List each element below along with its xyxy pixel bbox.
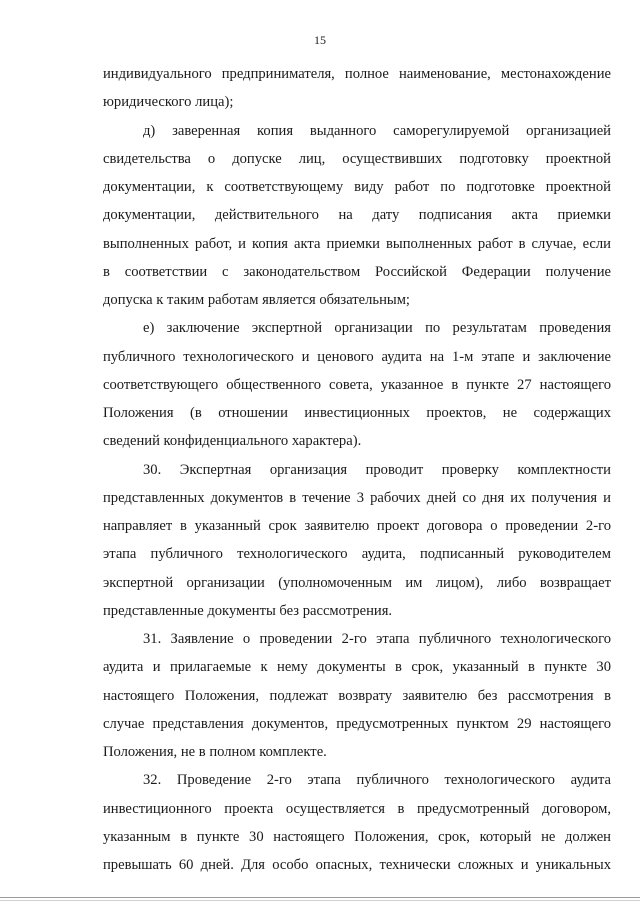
text-line: соответствующего общественного совета, указанное в пункте 27 настоящего [103, 376, 611, 393]
text-line: е) заключение экспертной организации по результатам проведения [143, 320, 611, 337]
text-line: случае представления документов, предусмотренных пунктом 29 настоящего [103, 715, 611, 732]
text-line: 31. Заявление о проведении 2-го этапа публичного технологического [143, 631, 611, 647]
page-bottom-edge [0, 897, 640, 898]
text-line: допуска к таким работам является обязательным; [103, 292, 410, 308]
text-line: свидетельства о допуске лиц, осуществивших подготовку проектной [103, 150, 611, 167]
text-line: аудита и прилагаемые к нему документы в срок, указанный в пункте 30 [103, 659, 611, 676]
text-line: направляет в указанный срок заявителю проект договора о проведении 2-го [103, 518, 611, 534]
text-line: Положения, не в полном комплекте. [103, 744, 327, 760]
page-bottom-edge-shadow [0, 900, 640, 901]
text-line: документации, действительного на дату подписания акта приемки [103, 207, 611, 224]
text-line: экспертной организации (уполномоченным им лицом), либо возвращает [103, 574, 611, 591]
text-line: настоящего Положения, подлежат возврату заявителю без рассмотрения в [103, 687, 611, 704]
text-line: представленные документы без рассмотрения. [103, 602, 393, 619]
text-line: 30. Экспертная организация проводит проверку комплектности [143, 461, 611, 478]
text-line: юридического лица); [103, 94, 234, 111]
text-line: документации, к соответствующему виду работ по подготовке проектной [103, 179, 611, 195]
text-line: д) заверенная копия выданного саморегулируемой организацией [143, 122, 611, 139]
text-line: публичного технологического и ценового аудита на 1-м этапе и заключение [103, 348, 611, 365]
text-line: указанным в пункте 30 настоящего Положения, срок, который не должен [103, 828, 611, 845]
text-line: выполненных работ, и копия акта приемки выполненных работ в случае, если [103, 235, 611, 252]
text-line: 32. Проведение 2-го этапа публичного технологического аудита [143, 772, 611, 789]
text-line: Положения (в отношении инвестиционных проектов, не содержащих [103, 405, 611, 421]
text-line: в соответствии с законодательством Российской Федерации получение [103, 263, 611, 280]
text-line: превышать 60 дней. Для особо опасных, технически сложных и уникальных [103, 857, 611, 873]
text-line: этапа публичного технологического аудита, подписанный руководителем [103, 546, 611, 563]
text-line: инвестиционного проекта осуществляется в предусмотренный договором, [103, 800, 611, 817]
text-line: индивидуального предпринимателя, полное наименование, местонахождение [103, 66, 611, 82]
page-number: 15 [314, 33, 326, 47]
document-body [103, 60, 611, 879]
text-line: представленных документов в течение 3 рабочих дней со дня их получения и [103, 489, 611, 506]
text-line: сведений конфиденциального характера). [103, 433, 362, 450]
